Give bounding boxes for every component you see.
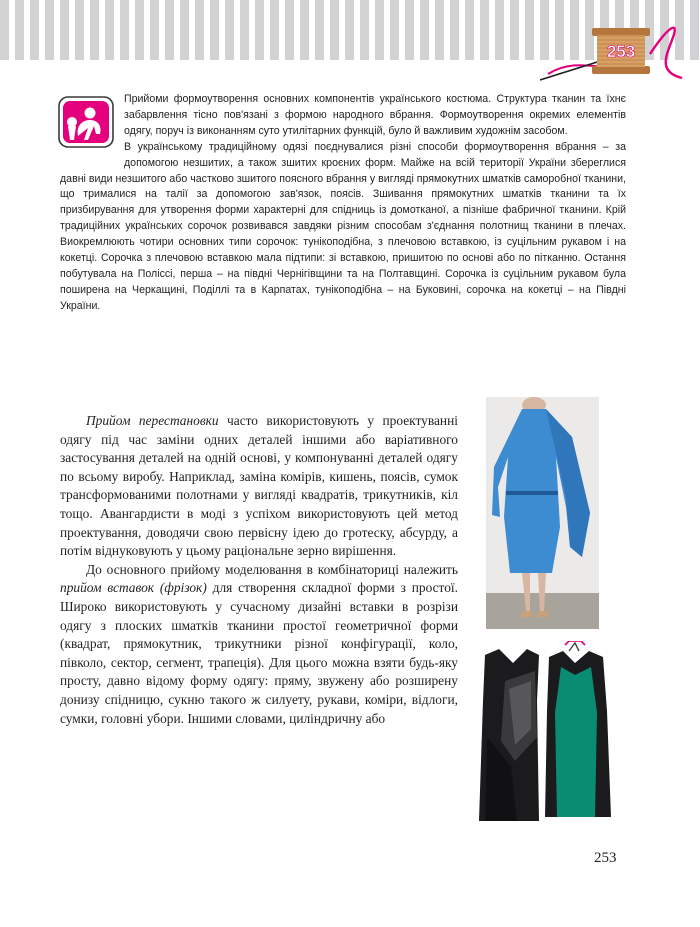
main-paragraph-2: До основного прийому моделювання в комбінаториці належить прийом вставок (фрізок) для створення складної форми з простої. Широко використовують у сучасному дизайні вставки в розрізи одягу з плоских шматків тканини простої геометричної форми (квадрат, прямокутник, трикутники різної конфігурації, коло, півколо, сектор, сегмент, трапеція). Для цього можна взяти будь-яку просту, давно відому форму одягу: пряму, звужену або розширену донизу спідницю, сукню такого ж силуету, рукави, коміри, відлоги, сумки, головні убори. Іншими словами, циліндричну або (60, 561, 458, 726)
spool-number: 253 (606, 42, 636, 61)
term-permutation: Прийом перестановки (86, 413, 219, 428)
term-inserts: прийом вставок (фрізок) (60, 580, 207, 596)
main-body-text (60, 412, 458, 728)
sidebar-paragraph-intro: Прийоми формоутворення основних компонентів українського костюма. Структура тканин та їхнє забарвлення тісно пов'язані з формою народного вбрання. Формоутворення окремих елементів одягу, поруч із виконанням суто утилітарних функцій, було й важливим художнім засобом. (124, 93, 626, 137)
sidebar-paragraph-main: В українському традиційному одязі поєднувалися різні способи формоутворення вбрання – за допомогою незшитих, а також зшитих кроєних форм. Майже на всій території України збереглися давні види незшитого або частково зшитого поясного вбрання у вигляді прямокутних шматків саморобної тканини, що трималися на талії за допомогою зав'язок, поясів. Зшивання прямокутних шматків тканини та їх призбирування для утворення форми характерні для спідниць із домотканої, а пізніше фабричної тканини. Крій традиційних українських сорочок розвивався завдяки різним способам з'єднання полотнищ тканини в плечах. Виокремлюють чотири основних типи сорочок: тунікоподібна, з плечовою вставкою, із суцільним рукавом і на кокетці. Сорочка з плечовою вставкою мала підтипи: зі вставкою, пришитою по основі або по пітканню. Остання побутувала на Поліссі, перша – на півдні Чернігівщини та на Полтавщині. Сорочка із суцільним рукавом була поширена на Черкащині, Поділлі та в Карпатах, тунікоподібна – на Буковині, сорочка на кокетці – на Півдні України. (60, 140, 626, 312)
main-paragraph-1: Прийом перестановки часто використовують у проектуванні одягу під час заміни одних деталей іншими або варіативного застосування деталей на одній основі, у компонуванні деталей одягу по всьому виробу. Наприклад, заміна комірів, кишень, поясів, сумок трансформованими полотнами у вигляді квадратів, трикутників, кіл тощо. Авангардисти в моді з успіхом використовують цей метод проектування, доводячи свою первісну ідею до гротеску, абсурду, а потім віднуковують у цьому раціональне зерно вирішення. (60, 413, 458, 559)
sidebar-note (60, 92, 626, 315)
page-number: 253 (594, 850, 617, 866)
thread-spool-icon (540, 14, 690, 84)
black-and-green-dresses-photo (465, 641, 623, 832)
blue-draped-dress-photo (486, 397, 599, 629)
